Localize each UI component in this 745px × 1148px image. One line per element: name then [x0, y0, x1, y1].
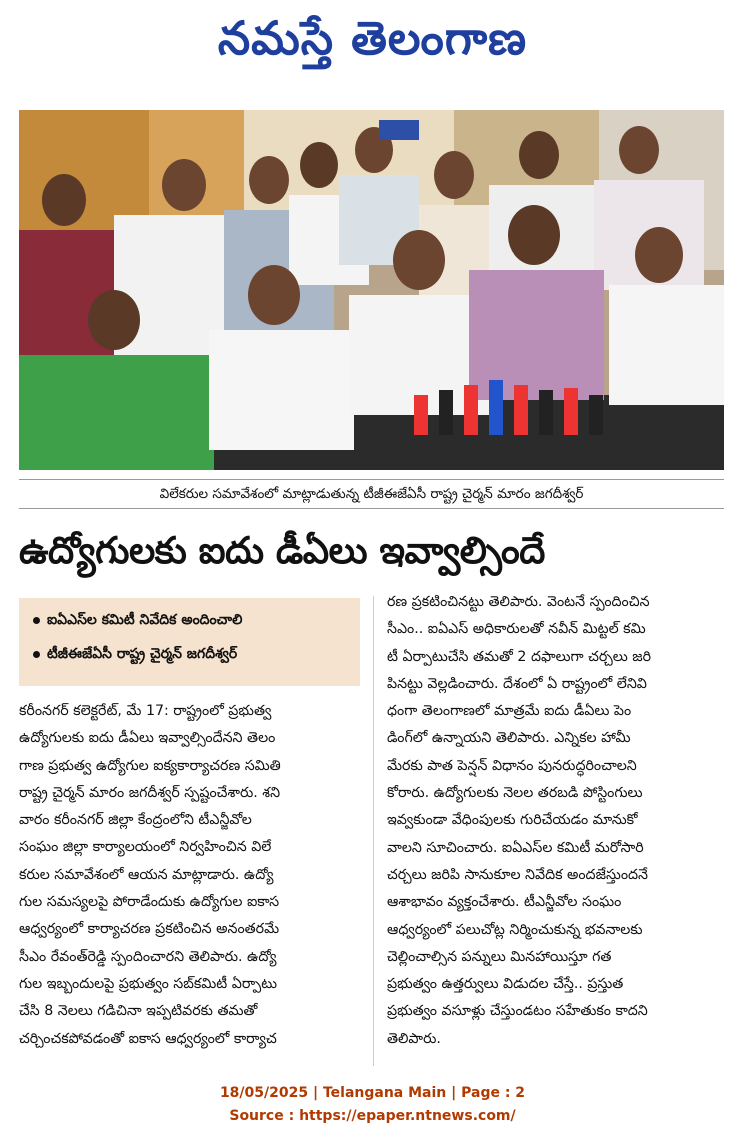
article-line: పినట్టు వెల్లడించారు. దేశంలో ఏ రాష్ట్రంలో లేనివి — [387, 675, 647, 692]
article-line: కోరారు. ఉద్యోగులకు నెలల తరబడి పోస్టింగులు — [387, 785, 643, 802]
article-line: చేసి 8 నెలలు గడిచినా ఇప్పటివరకు తమతో — [19, 1003, 258, 1020]
article-line: ప్రభుత్వం వసూళ్లు చేస్తుండటం సహేతుకం కాదని — [387, 1003, 648, 1020]
article-line: సీఎం రేవంత్‌రెడ్డి స్పందించారని తెలిపారు. ఉద్యో — [19, 948, 277, 965]
article-line: ధంగా తెలంగాణలో మాత్రమే ఐదు డీఏలు పెం — [387, 703, 632, 720]
article-line: గాణ ప్రభుత్వ ఉద్యోగుల ఐక్యకార్యాచరణ సమితి — [19, 757, 281, 774]
footer-source: Source : https://epaper.ntnews.com/ — [229, 1108, 516, 1124]
article-line: గుల ఇబ్బందులపై ప్రభుత్వం సబ్‌కమిటీ ఏర్పాటు — [19, 975, 278, 992]
article-line: చర్చించకపోవడంతో ఐకాస ఆధ్వర్యంలో కార్యాచ — [19, 1030, 277, 1047]
photo-illustration — [19, 110, 724, 470]
article-line: ఆధ్వర్యంలో పలుచోట్ల నిర్మించుకున్న భవనాలకు — [387, 921, 643, 938]
column-divider — [373, 596, 374, 1066]
article-left-column — [19, 698, 360, 1053]
article-line: చర్చలు జరిపి సానుకూల నివేదిక అందజేస్తుందనే — [387, 866, 648, 883]
article-line: తెలిపారు. — [387, 1030, 441, 1047]
article-line: గుల సమస్యలపై పోరాడేందుకు ఉద్యోగుల ఐకాస — [19, 894, 280, 911]
subhead-item: ఐఏఎస్‌ల కమిటీ నివేదిక అందించాలి — [33, 612, 242, 631]
article-line: ఆధ్వర్యంలో కార్యాచరణ ప్రకటించిన అనంతరమే — [19, 921, 280, 938]
article-line: ఉద్యోగులకు ఐదు డీఏలు ఇవ్వాల్సిందేనని తెలం — [19, 730, 276, 747]
article-line: వాలని సూచించారు. ఐఏఎస్‌ల కమిటీ మరోసారి — [387, 839, 644, 856]
article-line: రణ ప్రకటించినట్టు తెలిపారు. వెంటనే స్పందించిన — [387, 594, 650, 610]
article-line: చెల్లించాల్సిన పన్నులు మినహాయిస్తూ గత — [387, 948, 612, 965]
article-right-column — [387, 589, 725, 1053]
bullet-icon — [33, 651, 40, 658]
article-line: కరుల సమావేశంలో ఆయన మాట్లాడారు. ఉద్యో — [19, 866, 274, 883]
article-line: ఇవ్వకుండా వేధింపులకు గురిచేయడం మానుకో — [387, 812, 638, 829]
article-line: వారం కరీంనగర్ జిల్లా కేంద్రంలోని టీఎన్జీవోల — [19, 812, 252, 829]
subhead-box — [19, 598, 360, 686]
press-meet-photo — [19, 110, 724, 470]
article-line: ఆశాభావం వ్యక్తంచేశారు. టీఎన్జీవోల సంఘం — [387, 894, 622, 911]
article-line: మేరకు పాత పెన్షన్ విధానం పునరుద్ధరించాలని — [387, 757, 637, 774]
subhead-item: టీజీఈజేఏసీ రాష్ట్ర చైర్మన్ జగదీశ్వర్ — [33, 646, 237, 665]
article-line: కరీంనగర్ కలెక్టరేట్, మే 17: రాష్ట్రంలో ప్రభుత్వ — [19, 703, 272, 719]
photo-caption: విలేకరుల సమావేశంలో మాట్లాడుతున్న టీజీఈజేఏసీ రాష్ట్ర చైర్మన్ మారం జగదీశ్వర్ — [19, 479, 724, 509]
article-line: రాష్ట్ర చైర్మన్ మారం జగదీశ్వర్ స్పష్టంచేశారు. శని — [19, 784, 281, 801]
footer-dateline: 18/05/2025 | Telangana Main | Page : 2 — [219, 1085, 526, 1101]
article-line: సీఎం.. ఐఏఎస్ అధికారులతో నవీన్ మిట్టల్ కమి — [387, 621, 646, 638]
masthead-logo: నమస్తే తెలంగాణ — [217, 11, 528, 65]
article-line: ప్రభుత్వం ఉత్తర్వులు విడుదల చేస్తే.. ప్రస్తుత — [387, 976, 624, 993]
article-headline: ఉద్యోగులకు ఐదు డీఏలు ఇవ్వాల్సిందే — [19, 529, 545, 572]
article-line: టీ ఏర్పాటుచేసి తమతో 2 దఫాలుగా చర్చలు జరి — [387, 648, 652, 665]
bullet-icon — [33, 617, 40, 624]
article-line: డింగ్‌లో ఉన్నాయని తెలిపారు. ఎన్నికల హామీ — [387, 730, 631, 747]
article-line: సంఘం జిల్లా కార్యాలయంలో నిర్వహించిన విలే — [19, 839, 272, 856]
